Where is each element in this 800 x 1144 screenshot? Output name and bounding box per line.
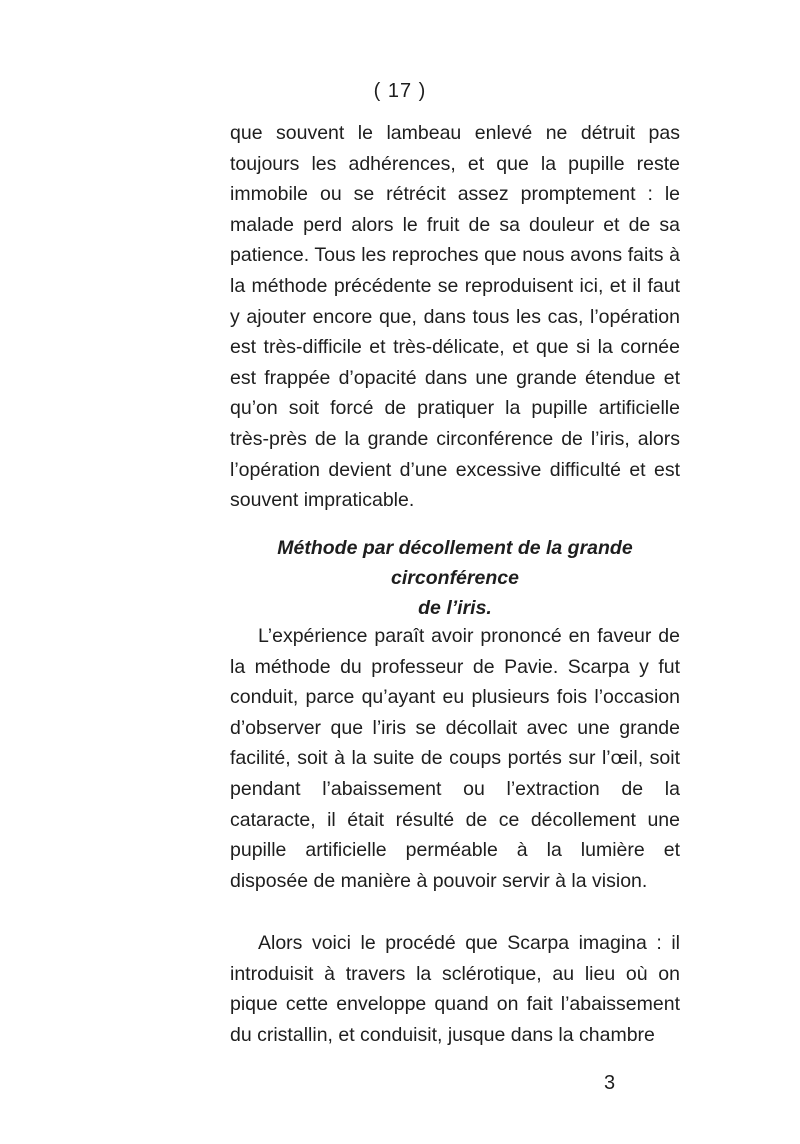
signature-mark: 3 (604, 1072, 616, 1094)
paragraph-1: que souvent le lambeau enlevé ne détruit pas toujours les adhérences, et que la pupille reste immobile ou se rétrécit assez promptement : le malade perd alors le fruit de sa douleur et de sa patience. Tous les reproches que nous avons faits à la méthode précédente se reproduisent ici, et il faut y ajouter encore que, dans tous les cas, l’opération est très-difficile et très-délicate, et que si la cornée est frappée d’opacité dans une grande étendue et qu’on soit forcé de pratiquer la pupille artificielle très-près de la grande circonférence de l’iris, alors l’opération devient d’une excessive difficulté et est souvent impraticable. (230, 122, 680, 512)
section-heading-line-1: Méthode par décollement de la grande circonférence (277, 537, 633, 589)
section-heading (230, 533, 680, 623)
paragraph-3: Alors voici le procédé que Scarpa imagina : il introduisit à travers la sclérotique, au lieu où on pique cette enveloppe quand on fait l’abaissement du cristallin, et conduisit, jusque dans la chambre (230, 932, 680, 1046)
section-heading-line-2: de l’iris. (418, 597, 492, 619)
page-number: ( 17 ) (373, 80, 427, 102)
paragraph-2: L’expérience paraît avoir prononcé en faveur de la méthode du professeur de Pavie. Scarpa y fut conduit, parce qu’ayant eu plusieurs fois l’occasion d’observer que l’iris se décollait avec une grande facilité, soit à la suite de coups portés sur l’œil, soit pendant l’abaissement ou l’extraction de la cataracte, il était résulté de ce décollement une pupille artificielle perméable à la lumière et disposée de manière à pouvoir servir à la vision. (230, 625, 680, 892)
